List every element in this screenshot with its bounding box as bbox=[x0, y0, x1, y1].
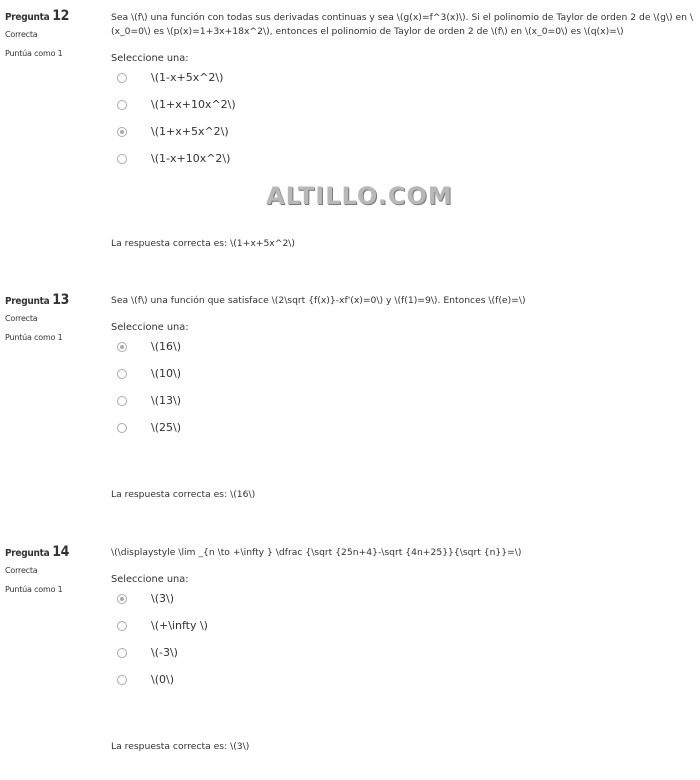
answer-list bbox=[111, 71, 696, 179]
answer-label: \(0\) bbox=[151, 673, 174, 686]
radio-button[interactable] bbox=[117, 648, 127, 658]
question-grade: Puntúa como 1 bbox=[5, 333, 63, 342]
question-state: Correcta bbox=[5, 30, 38, 39]
radio-button[interactable] bbox=[117, 100, 127, 110]
answer-prompt: Seleccione una: bbox=[111, 322, 189, 333]
answer-prompt: Seleccione una: bbox=[111, 53, 189, 64]
answer-label: \(3\) bbox=[151, 592, 174, 605]
answer-option[interactable] bbox=[111, 125, 696, 152]
question-label: Pregunta bbox=[5, 548, 50, 559]
question-number bbox=[5, 292, 105, 308]
radio-button-selected[interactable] bbox=[117, 594, 127, 604]
right-answer: La respuesta correcta es: \(16\) bbox=[111, 489, 256, 500]
radio-button-selected[interactable] bbox=[117, 342, 127, 352]
answer-option[interactable] bbox=[111, 367, 696, 394]
question-label: Pregunta bbox=[5, 296, 50, 307]
answer-label: \(-3\) bbox=[151, 646, 178, 659]
radio-button-selected[interactable] bbox=[117, 127, 127, 137]
answer-option[interactable] bbox=[111, 98, 696, 125]
right-answer: La respuesta correcta es: \(3\) bbox=[111, 741, 250, 752]
question-text: Sea \(f\) una función que satisface \(2\sqrt {f(x)}-xf'(x)=0\) y \(f(1)=9\). Entonces \(f(e)=\) bbox=[111, 295, 526, 306]
radio-button[interactable] bbox=[117, 621, 127, 631]
question-info bbox=[5, 8, 105, 58]
answer-label: \(1-x+10x^2\) bbox=[151, 152, 231, 165]
answer-label: \(+\infty \) bbox=[151, 619, 208, 632]
answer-label: \(1+x+10x^2\) bbox=[151, 98, 236, 111]
radio-button[interactable] bbox=[117, 423, 127, 433]
radio-button[interactable] bbox=[117, 675, 127, 685]
answer-label: \(16\) bbox=[151, 340, 181, 353]
answer-label: \(1+x+5x^2\) bbox=[151, 125, 229, 138]
answer-option[interactable] bbox=[111, 71, 696, 98]
answer-option[interactable] bbox=[111, 152, 696, 179]
answer-label: \(25\) bbox=[151, 421, 181, 434]
answer-option[interactable] bbox=[111, 646, 696, 673]
question-info bbox=[5, 544, 105, 594]
answer-option[interactable] bbox=[111, 619, 696, 646]
answer-list bbox=[111, 592, 696, 700]
watermark-text: ALTILLO.COM bbox=[266, 182, 453, 210]
radio-button[interactable] bbox=[117, 154, 127, 164]
question-text: Sea \(f\) una función con todas sus derivadas continuas y sea \(g(x)=f^3(x)\). Si el polinomio de Taylor de orden 2 de \(g\) en \(x_0=0\) es \(p(x)=1+3x+18x^2\), entonces el polinomio de Taylor de orden 2 de \(f\) en \(x_0=0\) es \(q(x)=\) bbox=[111, 12, 694, 37]
answer-label: \(10\) bbox=[151, 367, 181, 380]
radio-button[interactable] bbox=[117, 73, 127, 83]
question-content bbox=[111, 546, 696, 752]
question-grade: Puntúa como 1 bbox=[5, 49, 63, 58]
radio-button[interactable] bbox=[117, 396, 127, 406]
question-label: Pregunta bbox=[5, 12, 50, 23]
answer-option[interactable] bbox=[111, 673, 696, 700]
right-answer: La respuesta correcta es: \(1+x+5x^2\) bbox=[111, 238, 295, 249]
answer-label: \(1-x+5x^2\) bbox=[151, 71, 224, 84]
question-number bbox=[5, 8, 105, 24]
question-content bbox=[111, 294, 696, 500]
question-number-value: 13 bbox=[52, 292, 70, 308]
question-number-value: 12 bbox=[52, 8, 70, 24]
answer-prompt: Seleccione una: bbox=[111, 574, 189, 585]
answer-option[interactable] bbox=[111, 340, 696, 367]
question-info bbox=[5, 292, 105, 342]
answer-option[interactable] bbox=[111, 592, 696, 619]
question-number bbox=[5, 544, 105, 560]
question-number-value: 14 bbox=[52, 544, 70, 560]
answer-option[interactable] bbox=[111, 421, 696, 448]
radio-button[interactable] bbox=[117, 369, 127, 379]
answer-option[interactable] bbox=[111, 394, 696, 421]
answer-label: \(13\) bbox=[151, 394, 181, 407]
question-state: Correcta bbox=[5, 566, 38, 575]
question-grade: Puntúa como 1 bbox=[5, 585, 63, 594]
answer-list bbox=[111, 340, 696, 448]
question-text: \(\displaystyle \lim _{n \to +\infty } \dfrac {\sqrt {25n+4}-\sqrt {4n+25}}{\sqrt {n}}=\) bbox=[111, 547, 522, 558]
question-state: Correcta bbox=[5, 314, 38, 323]
